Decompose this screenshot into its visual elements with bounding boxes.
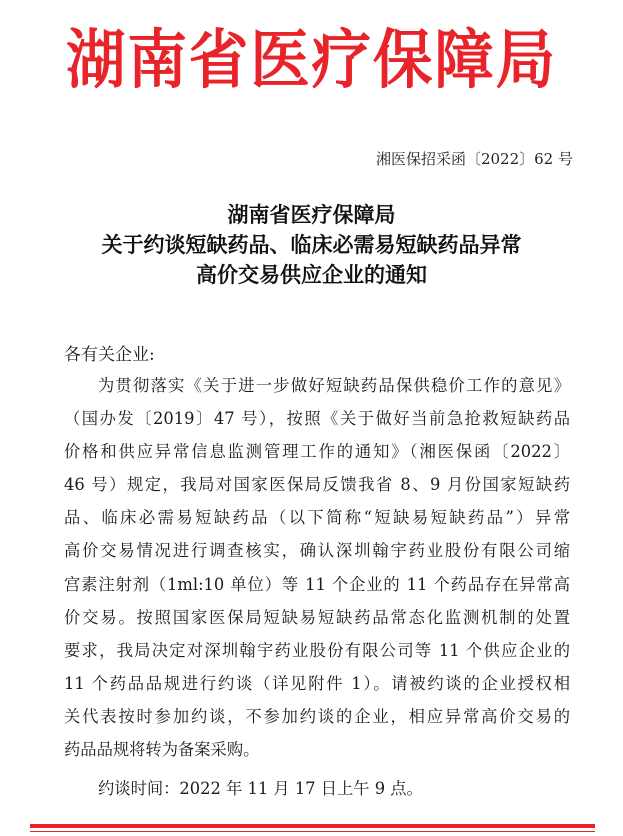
body-line: 药品品规将转为备案采购。 [64,740,260,760]
letterhead-red-rule [30,824,595,828]
body-line: （国办发〔2019〕47 号），按照《关于做好当前急抢救短缺药品 [64,409,570,429]
body-line: 价交易。按照国家医保局短缺易短缺药品常态化监测机制的处置 [64,607,570,627]
title-line-2: 关于约谈短缺药品、临床必需易短缺药品异常 [101,233,522,257]
title-line-1: 湖南省医疗保障局 [227,203,396,227]
meeting-time: 约谈时间：2022 年 11 月 17 日上午 9 点。 [98,779,423,798]
letterhead-red-rule-thin [30,831,595,832]
body-line: 高价交易情况进行调查核实，确认深圳翰宇药业股份有限公司缩 [64,541,570,561]
body-line: 品、临床必需易短缺药品（以下简称“短缺易短缺药品”）异常 [64,508,570,528]
body-line: 要求，我局决定对深圳翰宇药业股份有限公司等 11 个供应企业的 [64,640,570,660]
document-title [0,200,623,290]
body-line: 宫素注射剂（1ml:10 单位）等 11 个企业的 11 个药品存在异常高 [64,574,570,594]
body-line: 46 号）规定，我局对国家医保局反馈我省 8、9 月份国家短缺药 [64,475,570,495]
document-number: 湘医保招采函〔2022〕62 号 [375,150,573,168]
body-paragraph [64,369,570,766]
body-line: 为贯彻落实《关于进一步做好短缺药品保供稳价工作的意见》 [98,376,570,395]
agency-letterhead: 湖南省医疗保障局 [65,23,558,98]
body-line: 关代表按时参加约谈，不参加约谈的企业，相应异常高价交易的 [64,706,570,726]
body-line: 价格和供应异常信息监测管理工作的通知》（湘医保函〔2022〕 [64,442,570,462]
title-line-3: 高价交易供应企业的通知 [196,263,427,287]
body-line: 11 个药品品规进行约谈（详见附件 1）。请被约谈的企业授权相 [64,673,570,693]
salutation: 各有关企业: [64,345,155,365]
